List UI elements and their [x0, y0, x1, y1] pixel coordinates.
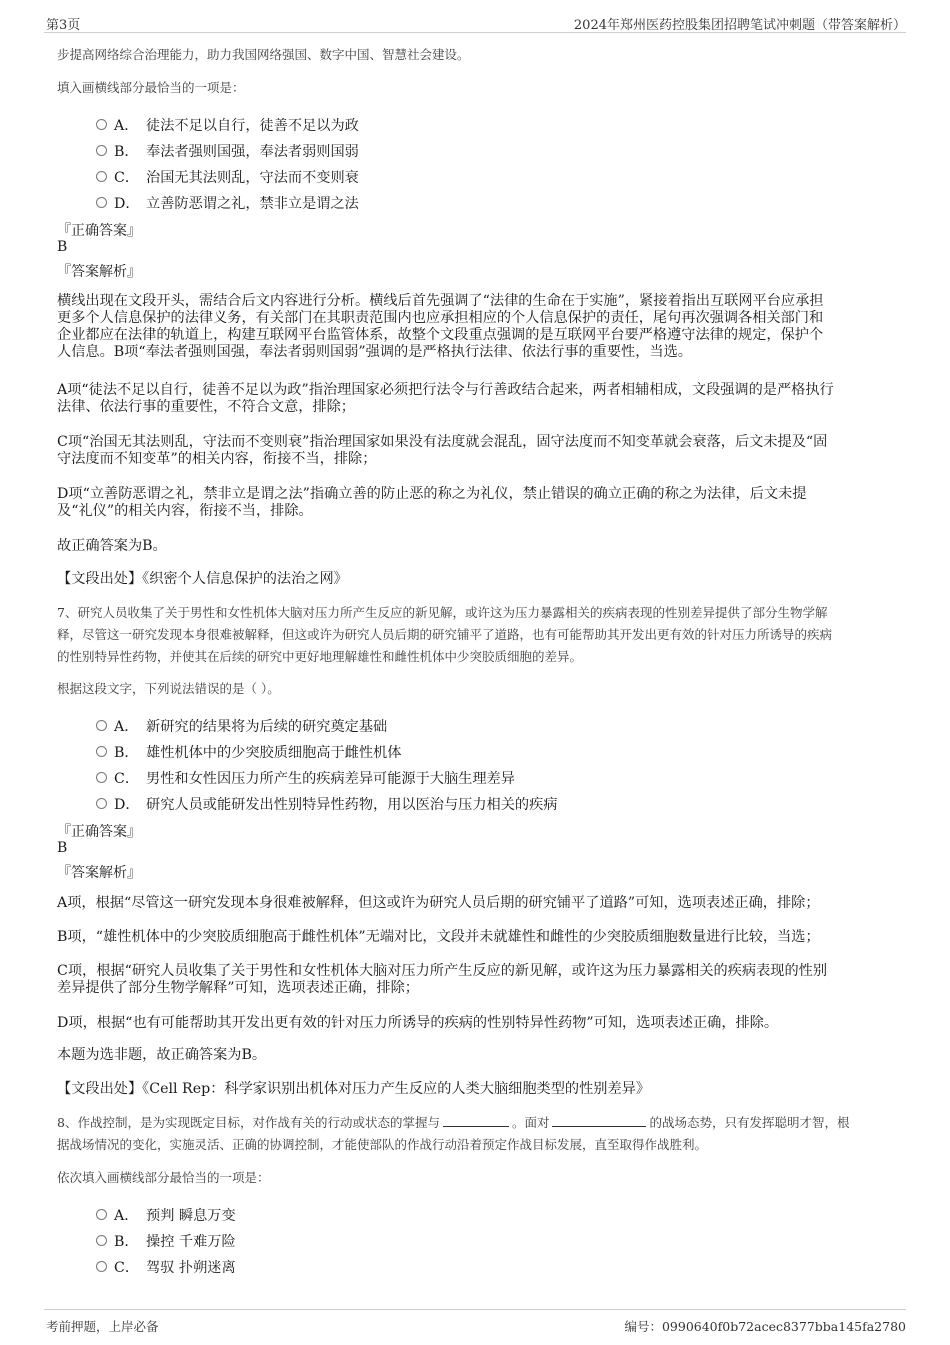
q6-answer: B: [57, 239, 68, 255]
q6-conclusion: 故正确答案为B。: [57, 538, 167, 554]
q7-stem: 7、研究人员收集了关于男性和女性机体大脑对压力所产生反应的新见解，或许这为压力暴露相关的疾病表现的性别差异提供了部分生物学解 释，尽管这一研究发现本身很难被解释，但这或许为研究人员后期的研究铺平了道路，也有可能帮助其开发出更有效的针对压力所诱导的疾病 的性别特异性药物，并使其在后续的研究中更好地理解雄性和雌性机体中少突胶质细胞的差异。: [57, 605, 833, 664]
q7-analysis-c: C项，根据“研究人员收集了关于男性和女性机体大脑对压力所产生反应的新见解，或许这为压力暴露相关的疾病表现的性别 差异提供了部分生物学解释”可知，选项表述正确，排除；: [57, 963, 828, 996]
q6-analysis-para-4: D项“立善防恶谓之礼，禁非立是谓之法”指确立善的防止恶的称之为礼仪，禁止错误的确立正确的称之为法律，后文未提 及“礼仪”的相关内容，衔接不当，排除。: [57, 486, 807, 519]
q7-analysis-a: A项，根据“尽管这一研究发现本身很难被解释，但这或许为研究人员后期的研究铺平了道路”可知，选项表述正确，排除；: [57, 895, 820, 911]
document-serial: 编号：0990640f0b72acec8377bba145fa2780: [624, 1319, 906, 1334]
radio-icon[interactable]: [96, 145, 107, 156]
radio-icon[interactable]: [96, 746, 107, 757]
q7-analysis-d: D项，根据“也有可能帮助其开发出更有效的针对压力所诱导的疾病的性别特异性药物”可知，选项表述正确，排除。: [57, 1015, 779, 1031]
page-footer: [44, 1309, 906, 1340]
q8-stem-line-2: 据战场情况的变化，实施灵活、正确的协调控制，才能使部队的作战行动沿着预定作战目标发展，直至取得作战胜利。: [57, 1137, 708, 1152]
q6-prompt: 填入画横线部分最恰当的一项是：: [57, 80, 245, 95]
q7-analysis-label: 『答案解析』: [57, 865, 141, 881]
q7-source: 【文段出处】《Cell Rep：科学家识别出机体对压力产生反应的人类大脑细胞类型的性别差异》: [57, 1081, 651, 1097]
footer-slogan: 考前押题，上岸必备: [46, 1319, 159, 1334]
q6-answer-label: 『正确答案』: [57, 223, 141, 239]
q6-source: 【文段出处】《织密个人信息保护的法治之网》: [57, 571, 348, 587]
radio-icon[interactable]: [96, 798, 107, 809]
q7-analysis-b: B项，“雄性机体中的少突胶质细胞高于雌性机体”无端对比，文段并未就雄性和雌性的少突胶质细胞数量进行比较，当选；: [57, 929, 820, 945]
q6-analysis-para-3: C项“治国无其法则乱，守法而不变则衰”指治理国家如果没有法度就会混乱，固守法度而不知变革就会衰落，后文未提及“固 守法度而不知变革”的相关内容，衔接不当，排除；: [57, 434, 828, 467]
radio-icon[interactable]: [96, 1209, 107, 1220]
page-header: [44, 10, 906, 33]
q7-conclusion: 本题为选非题，故正确答案为B。: [57, 1047, 267, 1063]
radio-icon[interactable]: [96, 1261, 107, 1272]
document-title: 2024年郑州医药控股集团招聘笔试冲刺题（带答案解析）: [573, 18, 906, 33]
page-number: 第3页: [46, 18, 81, 33]
q6-passage-end: 步提高网络综合治理能力，助力我国网络强国、数字中国、智慧社会建设。: [57, 47, 470, 62]
radio-icon[interactable]: [96, 720, 107, 731]
radio-icon[interactable]: [96, 772, 107, 783]
q6-analysis-para-2: A项“徒法不足以自行，徒善不足以为政”指治理国家必须把行法令与行善政结合起来，两者相辅相成，文段强调的是严格执行 法律、依法行事的重要性，不符合文意，排除；: [57, 382, 834, 415]
q8-prompt: 依次填入画横线部分最恰当的一项是：: [57, 1170, 270, 1185]
q7-answer: B: [57, 840, 68, 856]
q6-analysis-label: 『答案解析』: [57, 264, 141, 280]
q8-stem-line-1: 8、作战控制，是为实现既定目标，对作战有关的行动或状态的掌握与 。面对 的战场态势，只有发挥聪明才智，根: [57, 1115, 850, 1130]
radio-icon[interactable]: [96, 197, 107, 208]
radio-icon[interactable]: [96, 1235, 107, 1246]
q7-answer-label: 『正确答案』: [57, 824, 141, 840]
blank-2: [552, 1113, 646, 1127]
q6-analysis-para-1: 横线出现在文段开头，需结合后文内容进行分析。横线后首先强调了“法律的生命在于实施”，紧接着指出互联网平台应承担 更多个人信息保护的法律义务，有关部门在其职责范围内也应承担相应的个人信息保护的责任，尾句再次强调各相关部门和 企业都应在法律的轨道上，构建互联网平台监管体系，故整个文段重点强调的是互联网平台要严格遵守法律的规定，保护个 人信息。B项“奉法者强则国强，奉法者弱则国弱”强调的是严格执行法律、依法行事的重要性，当选。: [57, 293, 824, 360]
q7-prompt: 根据这段文字，下列说法错误的是（ ）。: [57, 681, 280, 696]
radio-icon[interactable]: [96, 171, 107, 182]
blank-1: [443, 1113, 509, 1127]
radio-icon[interactable]: [96, 119, 107, 130]
